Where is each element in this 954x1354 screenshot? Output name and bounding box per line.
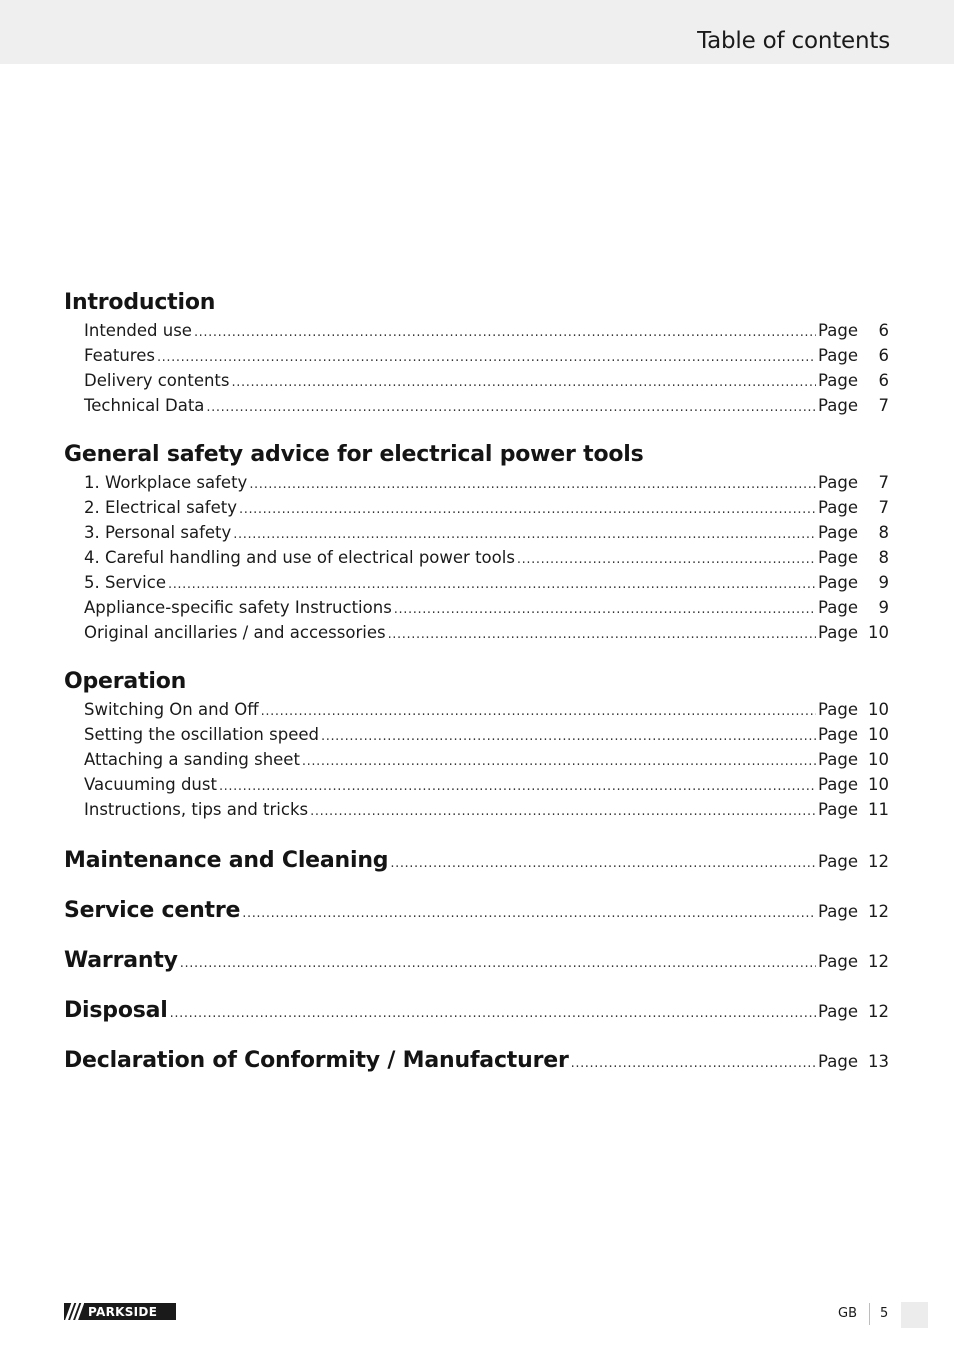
dot-leader bbox=[170, 999, 816, 1029]
page-number: 7 bbox=[878, 396, 889, 415]
toc-entry[interactable] bbox=[64, 620, 889, 645]
page-word: Page bbox=[818, 1052, 858, 1071]
toc-heading-warranty[interactable] bbox=[64, 944, 889, 994]
toc-entry[interactable] bbox=[64, 697, 889, 722]
footer-divider bbox=[869, 1303, 870, 1325]
toc-entry-label: Instructions, tips and tricks bbox=[84, 800, 309, 819]
section-heading: Warranty bbox=[64, 948, 178, 973]
toc-entry-label: 1. Workplace safety bbox=[84, 473, 248, 492]
toc-entry-label: Features bbox=[84, 346, 155, 365]
page-number: 9 bbox=[878, 573, 889, 592]
dot-leader bbox=[157, 345, 816, 370]
toc-entry[interactable] bbox=[64, 393, 889, 418]
page-word: Page bbox=[818, 775, 858, 794]
page-number: 13 bbox=[868, 1052, 889, 1071]
section-heading: General safety advice for electrical power tools bbox=[64, 442, 644, 467]
dot-leader bbox=[390, 849, 816, 879]
toc-entry-label: Original ancillaries / and accessories bbox=[84, 623, 386, 642]
page-word: Page bbox=[818, 523, 858, 542]
toc-entry[interactable] bbox=[64, 520, 889, 545]
page-number: 8 bbox=[878, 523, 889, 542]
toc-heading-disposal[interactable] bbox=[64, 994, 889, 1044]
language-code: GB bbox=[838, 1306, 857, 1321]
dot-leader bbox=[242, 899, 816, 929]
toc-entry[interactable] bbox=[64, 747, 889, 772]
dot-leader bbox=[261, 699, 816, 724]
dot-leader bbox=[571, 1049, 816, 1079]
toc-entry-label: 3. Personal safety bbox=[84, 523, 232, 542]
page-number: 12 bbox=[868, 1002, 889, 1021]
toc-entry-label: 2. Electrical safety bbox=[84, 498, 237, 517]
page-number: 12 bbox=[868, 902, 889, 921]
page-word: Page bbox=[818, 598, 858, 617]
toc-entry[interactable] bbox=[64, 368, 889, 393]
dot-leader bbox=[239, 497, 816, 522]
dot-leader bbox=[233, 522, 816, 547]
toc-entry[interactable] bbox=[64, 570, 889, 595]
toc-heading-service-centre[interactable] bbox=[64, 894, 889, 944]
toc-section-general-safety bbox=[64, 440, 889, 645]
toc-section-introduction bbox=[64, 288, 889, 418]
page-word: Page bbox=[818, 573, 858, 592]
dot-leader bbox=[206, 395, 816, 420]
toc-entry-label: 5. Service bbox=[84, 573, 166, 592]
toc-entry[interactable] bbox=[64, 772, 889, 797]
page-word: Page bbox=[818, 902, 858, 921]
page-number: 8 bbox=[878, 548, 889, 567]
page-word: Page bbox=[818, 750, 858, 769]
page-word: Page bbox=[818, 396, 858, 415]
toc-heading-maintenance[interactable] bbox=[64, 844, 889, 894]
toc-entry[interactable] bbox=[64, 722, 889, 747]
toc-section-operation bbox=[64, 667, 889, 822]
page-number: 7 bbox=[878, 498, 889, 517]
brand-name: PARKSIDE bbox=[88, 1304, 158, 1319]
toc-entry[interactable] bbox=[64, 470, 889, 495]
dot-leader bbox=[219, 774, 816, 799]
toc-entry[interactable] bbox=[64, 343, 889, 368]
parkside-logo bbox=[64, 1303, 176, 1320]
page-number: 6 bbox=[878, 346, 889, 365]
section-heading: Disposal bbox=[64, 998, 168, 1023]
dot-leader bbox=[180, 949, 816, 979]
page-number: 12 bbox=[868, 952, 889, 971]
toc-entry[interactable] bbox=[64, 495, 889, 520]
dot-leader bbox=[232, 370, 817, 395]
page-word: Page bbox=[818, 700, 858, 719]
page-title: Table of contents bbox=[697, 28, 890, 54]
toc-entry-label: Technical Data bbox=[84, 396, 205, 415]
section-heading: Service centre bbox=[64, 898, 241, 923]
footer-page-number: 5 bbox=[880, 1306, 889, 1321]
section-heading: Declaration of Conformity / Manufacturer bbox=[64, 1048, 569, 1073]
section-heading: Maintenance and Cleaning bbox=[64, 848, 389, 873]
page-word: Page bbox=[818, 498, 858, 517]
page-number: 7 bbox=[878, 473, 889, 492]
section-heading: Operation bbox=[64, 669, 187, 694]
dot-leader bbox=[388, 622, 816, 647]
toc-entry[interactable] bbox=[64, 545, 889, 570]
dot-leader bbox=[394, 597, 816, 622]
dot-leader bbox=[310, 799, 816, 824]
toc-entry-label: Attaching a sanding sheet bbox=[84, 750, 300, 769]
page-number: 10 bbox=[868, 725, 889, 744]
toc-heading-declaration[interactable] bbox=[64, 1044, 889, 1094]
toc-entry[interactable] bbox=[64, 318, 889, 343]
page-number: 12 bbox=[868, 852, 889, 871]
page-number: 10 bbox=[868, 750, 889, 769]
toc-entry-label: 4. Careful handling and use of electrical power tools bbox=[84, 548, 515, 567]
page-number: 9 bbox=[878, 598, 889, 617]
page-word: Page bbox=[818, 1002, 858, 1021]
dot-leader bbox=[517, 547, 816, 572]
logo-stripes-icon bbox=[64, 1303, 84, 1320]
page-word: Page bbox=[818, 623, 858, 642]
dot-leader bbox=[321, 724, 816, 749]
toc-entry[interactable] bbox=[64, 595, 889, 620]
table-of-contents bbox=[64, 288, 889, 1094]
page-number: 6 bbox=[878, 321, 889, 340]
page-word: Page bbox=[818, 548, 858, 567]
page-word: Page bbox=[818, 371, 858, 390]
dot-leader bbox=[168, 572, 816, 597]
page-number: 10 bbox=[868, 700, 889, 719]
dot-leader bbox=[302, 749, 816, 774]
footer-tab-marker bbox=[901, 1302, 928, 1328]
toc-entry-label: Delivery contents bbox=[84, 371, 230, 390]
page-number: 10 bbox=[868, 775, 889, 794]
toc-entry-label: Intended use bbox=[84, 321, 192, 340]
page-word: Page bbox=[818, 800, 858, 819]
toc-entry[interactable] bbox=[64, 797, 889, 822]
page-number: 6 bbox=[878, 371, 889, 390]
page-word: Page bbox=[818, 321, 858, 340]
page-number: 11 bbox=[868, 800, 889, 819]
toc-entry-label: Appliance-specific safety Instructions bbox=[84, 598, 392, 617]
section-heading: Introduction bbox=[64, 290, 216, 315]
page-number: 10 bbox=[868, 623, 889, 642]
page-word: Page bbox=[818, 346, 858, 365]
toc-entry-label: Vacuuming dust bbox=[84, 775, 217, 794]
page-word: Page bbox=[818, 725, 858, 744]
page-word: Page bbox=[818, 473, 858, 492]
dot-leader bbox=[194, 320, 816, 345]
toc-entry-label: Switching On and Off bbox=[84, 700, 259, 719]
dot-leader bbox=[249, 472, 816, 497]
page-word: Page bbox=[818, 852, 858, 871]
toc-entry-label: Setting the oscillation speed bbox=[84, 725, 319, 744]
page-word: Page bbox=[818, 952, 858, 971]
